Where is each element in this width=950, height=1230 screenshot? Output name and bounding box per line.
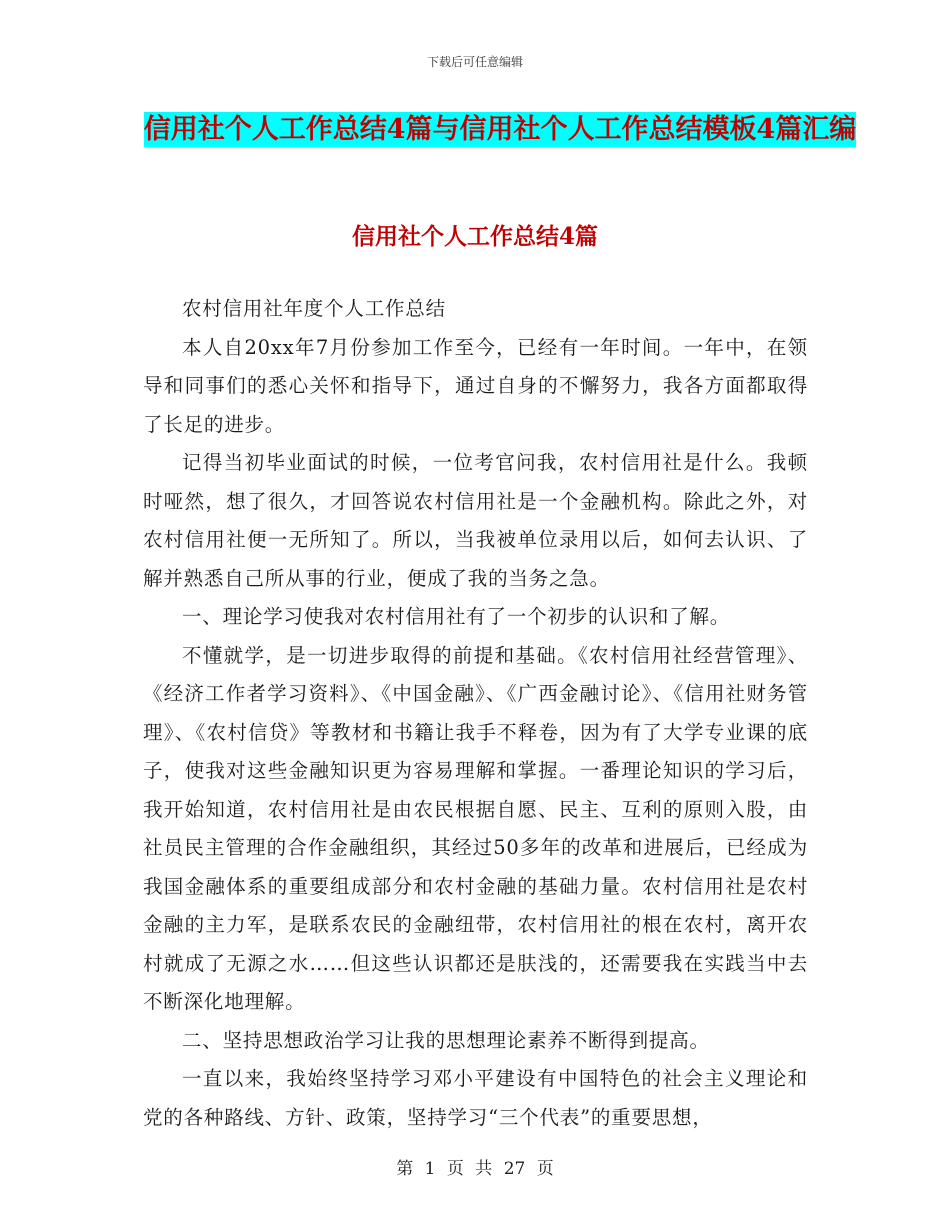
page-number-footer: 第 1 页 共 27 页 [396,1159,554,1179]
paragraph-heading: 二、坚持思想政治学习让我的思想理论素养不断得到提高。 [182,1028,710,1052]
section-title: 信用社个人工作总结4篇 [351,223,598,250]
paragraph-heading: 一、理论学习使我对农村信用社有了一个初步的认识和了解。 [182,605,731,628]
paragraph: 本人自20xx年7月份参加工作至今，已经有一年时间。一年中，在领导和同事们的悉心关怀和指导下，通过自身的不懈努力，我各方面都取得了长足的进步。 [143,335,808,436]
document-title [140,106,860,154]
page-header-note: 下载后可任意编辑 [426,55,523,69]
document-title-text: 信用社个人工作总结4篇与信用社个人工作总结模板4篇汇编 [143,114,857,145]
paragraph: 记得当初毕业面试的时候，一位考官问我，农村信用社是什么。我顿时哑然，想了很久，才回答说农村信用社是一个金融机构。除此之外，对农村信用社便一无所知了。所以，当我被单位录用以后，如何去认识、了解并熟悉自己所从事的行业，便成了我的当务之急。 [143,451,808,590]
paragraph-subtitle: 农村信用社年度个人工作总结 [182,297,446,320]
document-body [143,290,808,1137]
paragraph: 一直以来，我始终坚持学习邓小平建设有中国特色的社会主义理论和党的各种路线、方针、政策，坚持学习“三个代表”的重要思想， [143,1067,808,1129]
paragraph: 不懂就学，是一切进步取得的前提和基础。《农村信用社经营管理》、《经济工作者学习资料》、《中国金融》、《广西金融讨论》、《信用社财务管理》、《农村信贷》等教材和书籍让我手不释卷，因为有了大学专业课的底子，使我对这些金融知识更为容易理解和掌握。一番理论知识的学习后，我开始知道，农村信用社是由农民根据自愿、民主、互利的原则入股，由社员民主管理的合作金融组织，其经过50多年的改革和进展后，已经成为我国金融体系的重要组成部分和农村金融的基础力量。农村信用社是农村金融的主力军，是联系农民的金融纽带，农村信用社的根在农村，离开农村就成了无源之水……但这些认识都还是肤浅的，还需要我在实践当中去不断深化地理解。 [143,643,808,1013]
